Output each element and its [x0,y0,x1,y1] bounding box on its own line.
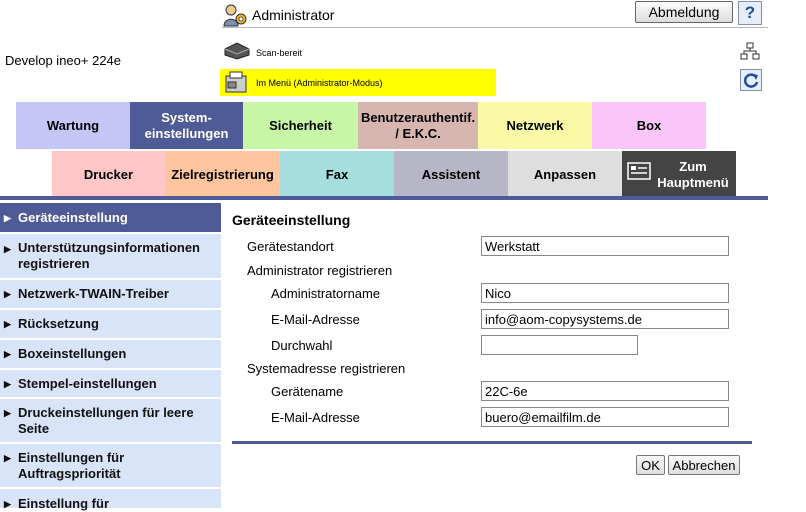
tab-label: Assistent [421,166,481,182]
refresh-icon[interactable] [740,69,762,91]
sidebar-item-label: Stempel-einstellungen [18,375,157,391]
sidebar-item-stempel[interactable] [0,370,221,397]
sidebar-item-label: Einstellungen für Auftragspriorität [18,449,125,481]
logout-button[interactable]: Abmeldung [635,1,733,23]
sidebar-item-label: Druckeinstellungen für leere Seite [18,404,194,436]
sidebar-item-label: Unterstützungsinformationen registrieren [18,240,200,271]
arrow-right-icon: ▶ [4,408,11,418]
arrow-right-icon: ▶ [4,244,11,254]
network-icon[interactable] [740,42,760,60]
tab-label: Sicherheit [269,117,332,133]
tab-anpassen[interactable] [508,151,622,198]
tab-systemeinstellungen[interactable] [130,102,243,149]
form-divider [232,441,752,444]
admin-email-label: E-Mail-Adresse [271,312,360,327]
sidebar-item-label: Einstellung für [18,496,109,511]
sidebar-item-ruecksetzung[interactable] [0,310,221,338]
admin-email-input[interactable] [481,309,729,329]
cancel-button[interactable]: Abbrechen [668,455,740,475]
user-role-label: Administrator [252,7,335,23]
tab-label-line2: einstellungen [144,125,229,141]
page-title: Geräteeinstellung [232,212,351,228]
tab-drucker[interactable] [52,151,165,198]
system-email-input[interactable] [481,407,729,427]
sidebar-item-einstellung-fuer[interactable] [0,489,221,511]
sidebar-item-boxeinstellungen[interactable] [0,340,221,368]
tab-label-line2: Hauptmenü [657,174,729,190]
printer-icon [222,70,250,94]
sidebar-item-label: Geräteeinstellung [18,209,128,225]
sidebar-item-netzwerk-twain[interactable] [0,280,221,308]
arrow-right-icon: ▶ [4,289,11,299]
tab-box[interactable] [592,102,706,149]
location-input[interactable] [481,236,729,256]
sidebar-item-label: Rücksetzung [18,316,99,331]
tab-fax[interactable] [280,151,394,198]
tab-benutzerauthentifizierung[interactable] [358,102,478,149]
sidebar-item-label: Boxeinstellungen [18,346,127,361]
extension-label: Durchwahl [271,338,333,353]
sidebar-item-label: Netzwerk-TWAIN-Treiber [18,286,169,301]
tab-label: Benutzerauthentif. [360,109,476,125]
tab-label: Zielregistrierung [171,166,274,182]
tab-wartung[interactable] [16,102,130,149]
tab-label: Fax [325,166,349,182]
tab-label: Anpassen [533,166,597,182]
sidebar-item-unterstuetzungsinformationen[interactable] [0,234,221,278]
ok-button[interactable]: OK [636,455,665,475]
tab-netzwerk[interactable] [478,102,592,149]
tab-sicherheit[interactable] [243,102,358,149]
tab-label: Wartung [46,117,100,133]
nav-divider [0,196,768,200]
admin-name-input[interactable] [481,283,729,303]
device-name-input[interactable] [481,381,729,401]
admin-name-label: Administratorname [271,286,381,301]
system-email-label: E-Mail-Adresse [271,410,360,425]
arrow-right-icon: ▶ [4,453,11,463]
tab-zielregistrierung[interactable] [165,151,280,198]
scan-status-text: Scan-bereit [256,48,303,58]
sidebar-item-auftragsprioritaet[interactable] [0,444,221,487]
tab-label: Netzwerk [506,117,564,133]
admin-section-label: Administrator registrieren [247,263,393,278]
main-menu-icon [627,162,651,180]
tab-label-line2: / E.K.C. [395,125,441,141]
header-divider [222,27,768,28]
tab-zum-hauptmenue[interactable] [622,151,736,198]
mode-status-text: Im Menü (Administrator-Modus) [256,78,383,88]
scanner-icon [223,40,251,60]
arrow-right-icon: ▶ [4,319,11,329]
sidebar-item-geraeteeinstellung[interactable] [0,203,221,232]
arrow-right-icon: ▶ [4,378,11,389]
tab-label: Zum [679,158,707,174]
location-label: Gerätestandort [247,239,334,254]
sidebar-item-druckeinstellungen-leere-seite[interactable] [0,399,221,442]
device-model-name: Develop ineo+ 224e [5,53,122,68]
arrow-right-icon: ▶ [4,212,11,223]
device-name-label: Gerätename [271,384,344,399]
administrator-icon [223,3,247,27]
system-section-label: Systemadresse registrieren [247,361,406,376]
tab-label: Box [636,117,662,133]
tab-label: Drucker [83,166,134,182]
extension-input[interactable] [481,335,638,355]
tab-label: System- [161,109,212,125]
arrow-right-icon: ▶ [4,499,11,509]
help-button[interactable]: ? [738,1,762,25]
arrow-right-icon: ▶ [4,349,11,359]
tab-assistent[interactable] [394,151,508,198]
